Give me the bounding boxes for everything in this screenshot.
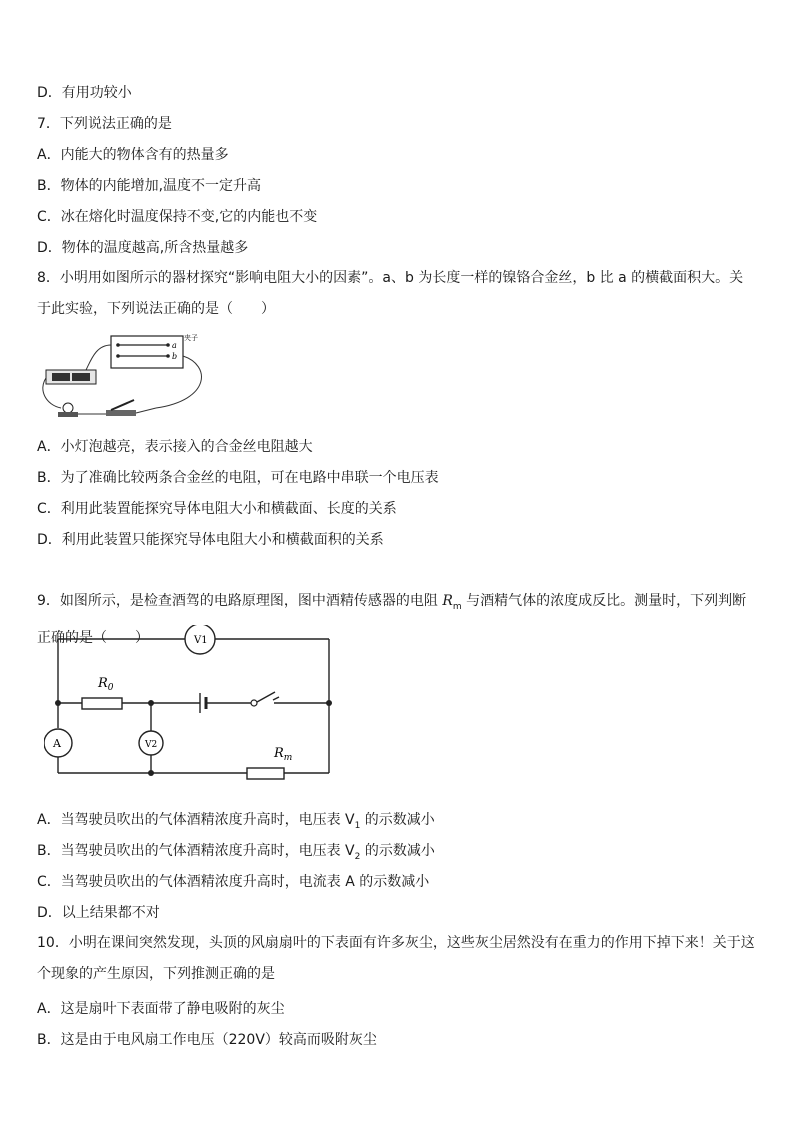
q8-apparatus-figure (36, 330, 216, 422)
q10-stem: 10．小明在课间突然发现，头顶的风扇扇叶的下表面有许多灰尘，这些灰尘居然没有在重力的作用下掉下来！关于这个现象的产生原因，下列推测正确的是 (37, 935, 755, 982)
q9-r0-label: $R_0$ (98, 676, 114, 693)
q9-rm-label: $R_m$ (274, 746, 293, 763)
q9-stem-symbol: R (442, 593, 453, 609)
q9-stem-symbol-sub: m (452, 601, 462, 612)
q9-option-b: B．当驾驶员吹出的气体酒精浓度升高时，电压表 $V_2$ 的示数减小 (37, 843, 435, 862)
q8-option-c: C．利用此装置能探究导体电阻大小和横截面、长度的关系 (37, 501, 397, 517)
q7-option-d: D．物体的温度越高,所含热量越多 (37, 240, 249, 256)
q8-option-d: D．利用此装置只能探究导体电阻大小和横截面积的关系 (37, 532, 384, 548)
q6-option-d: D．有用功较小 (37, 85, 132, 101)
q9-stem-part2: 与酒精气体的浓度成反比。测量时，下列判断正确的是（ ） (37, 593, 747, 646)
q9-v2-label: V2 (145, 740, 158, 750)
q10-option-a: A．这是扇叶下表面带了静电吸附的灰尘 (37, 1001, 285, 1017)
q9-v1-label: V1 (194, 635, 208, 646)
q9-stem-part1: 9．如图所示，是检查酒驾的电路原理图，图中酒精传感器的电阻 (37, 593, 443, 609)
q9-ammeter-label: A (53, 737, 61, 750)
q10-option-b: B．这是由于电风扇工作电压（220V）较高而吸附灰尘 (37, 1032, 377, 1048)
q9-option-a: A．当驾驶员吹出的气体酒精浓度升高时，电压表 $V_1$ 的示数减小 (37, 812, 435, 831)
q7-option-a: A．内能大的物体含有的热量多 (37, 147, 229, 163)
q7-stem: 7．下列说法正确的是 (37, 116, 172, 132)
q8-clip-label: 夹子 (184, 334, 198, 342)
q9-option-d: D．以上结果都不对 (37, 905, 160, 921)
q9-circuit-diagram (44, 625, 344, 785)
q8-option-b: B．为了准确比较两条合金丝的电阻，可在电路中串联一个电压表 (37, 470, 439, 486)
q8-wire-b-label: b (172, 352, 178, 361)
q8-option-a: A．小灯泡越亮，表示接入的合金丝电阻越大 (37, 439, 313, 455)
q8-wire-a-label: a (172, 341, 177, 350)
q9-option-c: C．当驾驶员吹出的气体酒精浓度升高时，电流表 A 的示数减小 (37, 874, 430, 890)
q7-option-c: C．冰在熔化时温度保持不变,它的内能也不变 (37, 209, 318, 225)
q8-stem: 8．小明用如图所示的器材探究“影响电阻大小的因素”。a、b 为长度一样的镍铬合金丝，b 比 a 的横截面积大。关于此实验，下列说法正确的是（ ） (37, 270, 744, 317)
q7-option-b: B．物体的内能增加,温度不一定升高 (37, 178, 262, 194)
